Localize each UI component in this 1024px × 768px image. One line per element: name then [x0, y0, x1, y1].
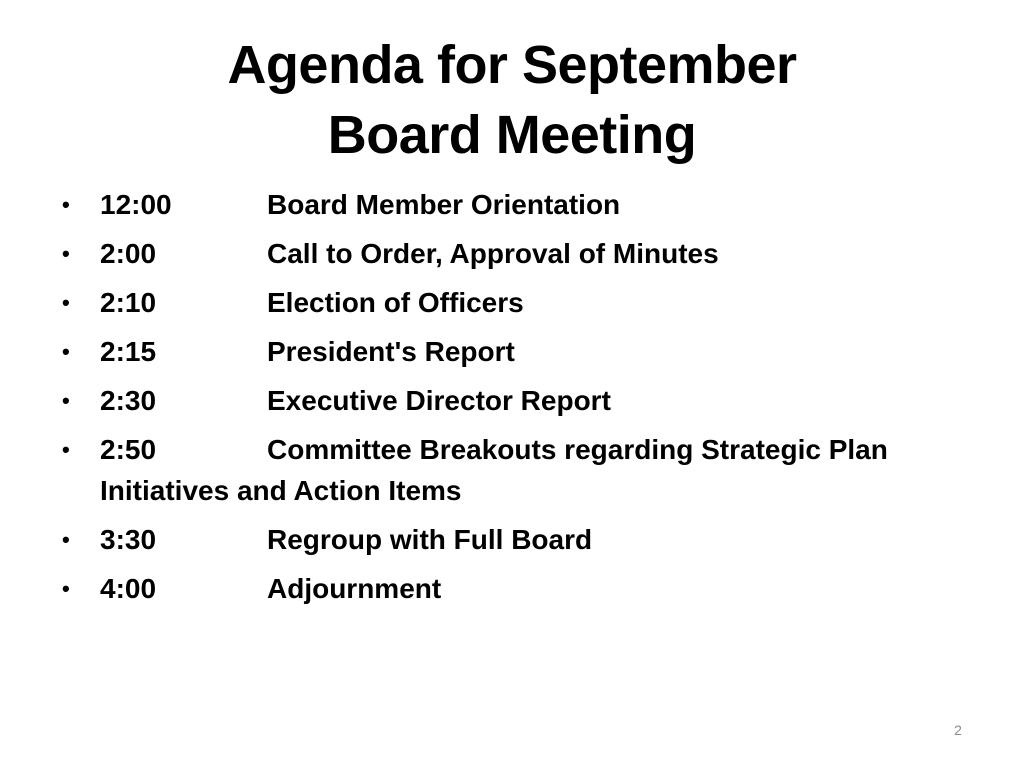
agenda-item-time: 2:30 — [100, 385, 157, 416]
agenda-item-text: Election of Officers — [267, 287, 524, 318]
agenda-item-text: Executive Director Report — [267, 385, 611, 416]
agenda-item — [62, 519, 962, 560]
agenda-item-time: 2:15 — [100, 336, 157, 367]
bullet-icon: • — [62, 527, 70, 552]
agenda-item-text: President's Report — [267, 336, 515, 367]
agenda-list — [62, 184, 962, 617]
slide-title-line-1: Agenda for September — [227, 35, 797, 95]
agenda-item-text: Committee Breakouts regarding Strategic Plan Initiatives and Action Items — [100, 434, 888, 506]
agenda-item-time: 2:10 — [100, 287, 157, 318]
agenda-item-time: 3:30 — [100, 524, 157, 555]
agenda-item — [62, 429, 962, 511]
agenda-item-text: Board Member Orientation — [267, 189, 621, 220]
bullet-icon: • — [62, 290, 70, 315]
agenda-item-time: 12:00 — [100, 189, 172, 220]
bullet-icon: • — [62, 192, 70, 217]
agenda-item-time: 2:50 — [100, 434, 157, 465]
slide-title-line-2: Board Meeting — [327, 105, 697, 165]
agenda-item — [62, 568, 962, 609]
agenda-item — [62, 233, 962, 274]
bullet-icon: • — [62, 241, 70, 266]
agenda-item-text: Call to Order, Approval of Minutes — [267, 238, 719, 269]
bullet-icon: • — [62, 437, 70, 462]
agenda-item-time: 2:00 — [100, 238, 157, 269]
bullet-icon: • — [62, 388, 70, 413]
bullet-icon: • — [62, 576, 70, 601]
agenda-item-text: Adjournment — [267, 573, 442, 604]
bullet-icon: • — [62, 339, 70, 364]
page-number: 2 — [954, 722, 962, 738]
slide-title — [0, 30, 1024, 170]
agenda-item — [62, 331, 962, 372]
agenda-item-text: Regroup with Full Board — [267, 524, 593, 555]
agenda-item — [62, 282, 962, 323]
agenda-item — [62, 184, 962, 225]
agenda-item-time: 4:00 — [100, 573, 157, 604]
agenda-item — [62, 380, 962, 421]
